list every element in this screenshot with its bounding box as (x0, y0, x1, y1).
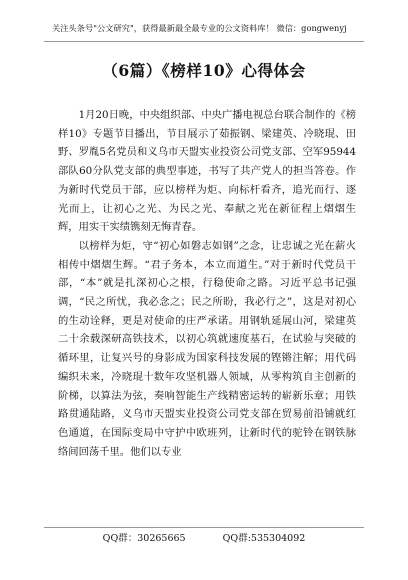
top-banner: 关注头条号"公文研究"，获得最新最全最专业的公文资料库！ 微信：gongwenyj (52, 23, 347, 33)
footer-qq-group-2: QQ群:535304092 (222, 533, 306, 544)
footer-qq-group-1: QQ群：30265665 (102, 533, 186, 544)
footer-divider (44, 527, 364, 528)
body-paragraph: 1月20日晚，中央组织部、中央广播电视总台联合制作的《榜样10》专题节目播出，节目展示了茹振钢、梁建英、冷晓琨、田野、罗胤5名党员和义乌市天盟实业投资公司党支部、空军95944部队60分队党支部的典型事迹，书写了共产党人的担当答卷。作为新时代党员干部，应以榜样为炬、向标杆看齐，追光而行、逐光而上，让初心之光、为民之光、奉献之光在新征程上熠熠生辉，用实干实绩镌刻无悔青春。 (58, 109, 356, 234)
footer (44, 532, 364, 546)
body-paragraph: 以榜样为炬，守“初心如磐志如钢”之念，让忠诚之光在薪火相传中熠熠生辉。“君子务本，本立而道生。”对于新时代党员干部，“本”就是扎深初心之根，行稳使命之路。习近平总书记强调，“民之所忧，我必念之；民之所盼，我必行之”，这是对初心的生动诠释，更是对使命的庄严承诺。用钢轨延展山河，梁建英二十余载深研高铁技术，以初心筑就速度基石，在试验与突破的循环里，让复兴号的身影成为国家科技发展的铿锵注解；用代码编织未来，冷晓琨十数年攻坚机器人领域，从零构筑自主创新的阶梯，以算法为弦，奏响智能生产线精密运转的崭新乐章；用铁路贯通陆路，义乌市天盟实业投资公司党支部在贸易前沿铺就红色通道，在国际变局中守护中欧班列，让新时代的驼铃在钢铁脉络间回荡千里。他们以专业 (58, 239, 356, 458)
page-title: （6篇）《榜样10》心得体会 (102, 61, 306, 80)
header-divider (44, 41, 364, 42)
document-body (58, 106, 356, 461)
